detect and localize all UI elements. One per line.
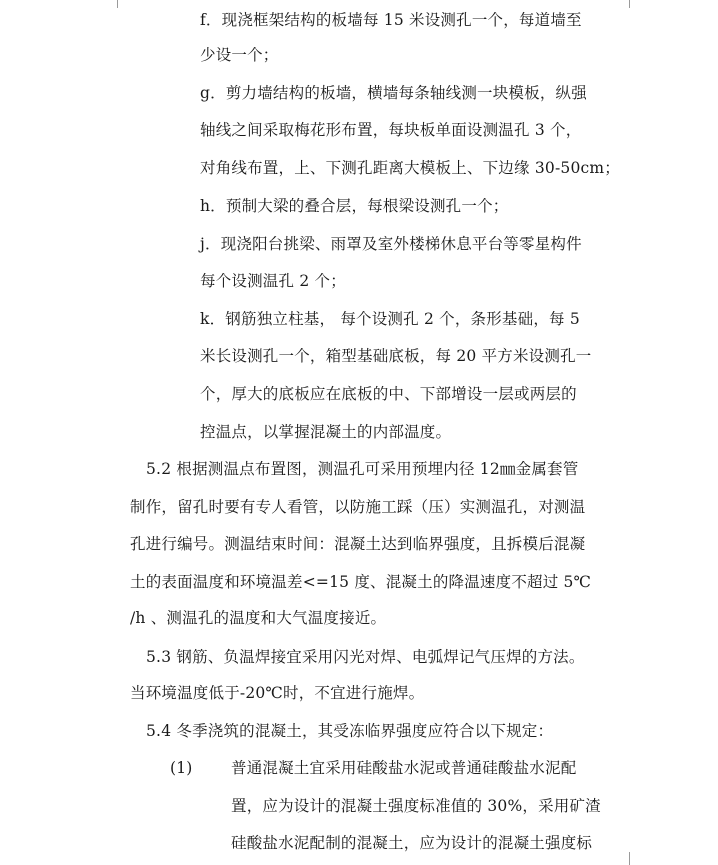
list-number: (1) — [170, 759, 193, 777]
text-line: 个，厚大的底板应在底板的中、下部增设一层或两层的 — [200, 385, 577, 403]
text-line: k．钢筋独立柱基， 每个设测孔 2 个，条形基础，每 5 — [200, 310, 580, 328]
text-line: 少设一个； — [200, 46, 279, 64]
text-line: /h 、测温孔的温度和大气温度接近。 — [130, 609, 387, 627]
text-line: 控温点，以掌握混凝土的内部温度。 — [200, 423, 452, 441]
text-line: 置，应为设计的混凝土强度标准值的 30%，采用矿渣 — [231, 797, 601, 815]
crop-mark-top-right — [629, 0, 630, 8]
text-line: f．现浇框架结构的板墙每 15 米设测孔一个，每道墙至 — [200, 11, 582, 29]
text-line: 对角线布置，上、下测孔距离大模板上、下边缘 30-50cm； — [200, 159, 620, 177]
crop-mark-top-left — [117, 0, 118, 8]
text-line: 5.4 冬季浇筑的混凝土，其受冻临界强度应符合以下规定： — [146, 722, 554, 740]
text-line: h．预制大梁的叠合层，每根梁设测孔一个； — [200, 197, 509, 215]
text-line: 硅酸盐水泥配制的混凝土，应为设计的混凝土强度标 — [231, 834, 593, 852]
text-line: 5.2 根据测温点布置图，测温孔可采用预埋内径 12㎜金属套管 — [146, 460, 579, 478]
text-line: 每个设测温孔 2 个； — [200, 272, 346, 290]
text-line: 普通混凝土宜采用硅酸盐水泥或普通硅酸盐水泥配 — [231, 759, 577, 777]
text-line: 当环境温度低于-20℃时，不宜进行施焊。 — [130, 684, 425, 702]
text-line: 米长设测孔一个，箱型基础底板，每 20 平方米设测孔一 — [200, 347, 592, 365]
text-line: 轴线之间采取梅花形布置，每块板单面设测温孔 3 个， — [200, 121, 582, 139]
crop-mark-bottom-right — [629, 852, 630, 865]
text-line: 孔进行编号。测温结束时间：混凝土达到临界强度，且拆模后混凝 — [130, 535, 586, 553]
text-line: 土的表面温度和环境温差<=15 度、混凝土的降温速度不超过 5℃ — [130, 573, 592, 591]
text-line: 5.3 钢筋、负温焊接宜采用闪光对焊、电弧焊记气压焊的方法。 — [146, 648, 585, 666]
text-line: 制作，留孔时要有专人看管，以防施工踩（压）实测温孔，对测温 — [130, 498, 586, 516]
text-line: g．剪力墙结构的板墙，横墙每条轴线测一块模板，纵强 — [200, 84, 587, 102]
text-line: j．现浇阳台挑梁、雨罩及室外楼梯休息平台等零星构件 — [200, 235, 582, 253]
